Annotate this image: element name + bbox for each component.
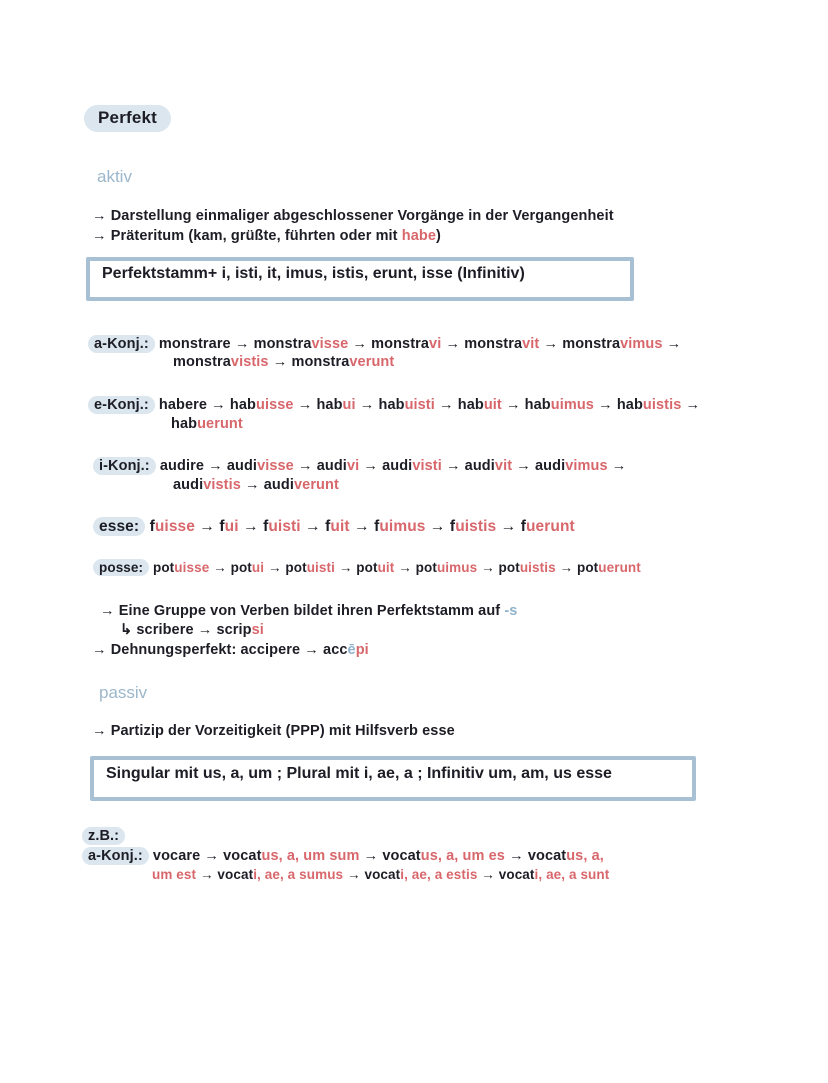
example-row-1: a-Konj.: vocare → vocatus, a, um sum → vocatus, a, um es → vocatus, a, (82, 848, 604, 864)
section-label-aktiv: aktiv (97, 167, 132, 186)
passiv-description: → Partizip der Vorzeitigkeit (PPP) mit Hilfsverb esse (92, 723, 455, 739)
aktiv-rule: Perfektstamm+ i, isti, it, imus, istis, erunt, isse (Infinitiv) (102, 265, 525, 282)
note-s-perfekt: → Eine Gruppe von Verben bildet ihren Perfektstamm auf -s (100, 603, 518, 619)
example-row-2: um est → vocati, ae, a sumus → vocati, ae, a estis → vocati, ae, a sunt (152, 867, 610, 882)
e-konj-tag: e-Konj.: (88, 396, 155, 414)
e-konj-row-2: habuerunt (171, 416, 243, 432)
note-dehnungsperfekt: → Dehnungsperfekt: accipere → accēpi (92, 642, 369, 658)
aktiv-praeteritum: → Präteritum (kam, grüßte, führten oder mit habe) (92, 228, 441, 244)
i-konj-row: i-Konj.: audire → audivisse → audivi → audivisti → audivit → audivimus → (93, 458, 626, 474)
a-konj-row-2: monstravistis → monstraverunt (173, 354, 395, 370)
posse-row: posse: potuisse → potui → potuisti → potuit → potuimus → potuistis → potuerunt (93, 560, 641, 575)
i-konj-tag: i-Konj.: (93, 457, 156, 475)
note-scribere: ↳ scribere → scripsi (120, 622, 264, 638)
passiv-rule: Singular mit us, a, um ; Plural mit i, ae, a ; Infinitiv um, am, us esse (106, 765, 612, 782)
posse-tag: posse: (93, 559, 149, 576)
esse-tag: esse: (93, 517, 145, 536)
example-tag: z.B.: (82, 827, 125, 845)
example-konj-tag: a-Konj.: (82, 847, 149, 865)
e-konj-row: e-Konj.: habere → habuisse → habui → habuisti → habuit → habuimus → habuistis → (88, 397, 700, 413)
passiv-rule-box (90, 756, 696, 801)
aktiv-description: → Darstellung einmaliger abgeschlossener Vorgänge in der Vergangenheit (92, 208, 614, 224)
example-tag-row (82, 828, 125, 844)
a-konj-row: a-Konj.: monstrare → monstravisse → monstravi → monstravit → monstravimus → (88, 336, 681, 352)
esse-row: esse: fuisse → fui → fuisti → fuit → fuimus → fuistis → fuerunt (93, 518, 575, 536)
i-konj-row-2: audivistis → audiverunt (173, 477, 339, 493)
section-label-passiv: passiv (99, 683, 148, 702)
page-title: Perfekt (84, 105, 171, 132)
aktiv-rule-box (86, 257, 634, 301)
a-konj-tag: a-Konj.: (88, 335, 155, 353)
